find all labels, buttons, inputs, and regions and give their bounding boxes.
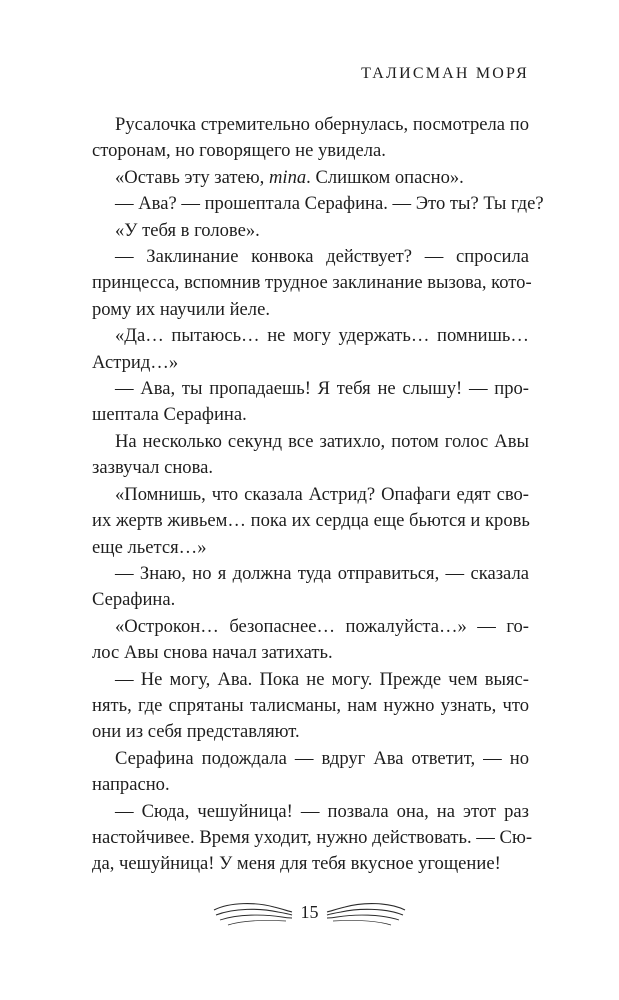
text-line: «У тебя в голове». xyxy=(115,219,260,241)
text-line: — Знаю, но я должна туда отправиться, — сказала xyxy=(115,562,529,584)
text-line: «Острокон… безопаснее… пожалуйста…» — го- xyxy=(115,615,529,637)
text-line: — Ава, ты пропадаешь! Я тебя не слышу! — про- xyxy=(115,378,529,400)
text-line: На несколько секунд все затихло, потом голос Авы xyxy=(115,430,529,452)
text-line: — Заклинание конвока действует? — спросила xyxy=(115,246,529,268)
text-line: Русалочка стремительно обернулась, посмотрела по xyxy=(115,114,529,135)
text-line: они из себя представляют. xyxy=(92,721,300,743)
text-line: принцесса, вспомнив трудное заклинание вызова, кото- xyxy=(92,272,532,294)
text-line: Серафина. xyxy=(92,589,176,611)
text-line: сторонам, но говорящего не увидела. xyxy=(92,140,386,162)
text-line: шептала Серафина. xyxy=(92,404,247,426)
text-line: настойчивее. Время уходит, нужно действовать. — Сю- xyxy=(92,826,533,848)
text-line: их жертв живьем… пока их сердца еще бьются и кровь xyxy=(92,510,530,532)
text-line: зазвучал снова. xyxy=(92,457,214,479)
page-footer xyxy=(0,900,619,930)
running-head: ТАЛИСМАН МОРЯ xyxy=(361,65,529,82)
italic-word: mina xyxy=(268,166,307,188)
text-line: — Не могу, Ава. Пока не могу. Прежде чем выяс- xyxy=(115,668,529,690)
body-text xyxy=(92,112,544,878)
page-number: 15 xyxy=(300,902,319,922)
text-line: лос Авы снова начал затихать. xyxy=(92,642,333,664)
text-line: да, чешуйница! У меня для тебя вкусное угощение! xyxy=(92,853,501,875)
text-line: Серафина подождала — вдруг Ава ответит, — но xyxy=(115,747,529,769)
text-line: напрасно. xyxy=(92,774,170,796)
text-line: «Помнишь, что сказала Астрид? Опафаги едят сво- xyxy=(115,483,529,505)
text-line: Астрид…» xyxy=(92,351,179,373)
text-line: «Оставь эту затею, mina. Слишком опасно». xyxy=(115,166,464,188)
text-line: рому их научили йеле. xyxy=(92,298,270,320)
text-line: — Сюда, чешуйница! — позвала она, на этот раз xyxy=(115,800,529,822)
text-line: нять, где спрятаны талисманы, нам нужно узнать, что xyxy=(92,694,529,716)
text-line: — Ава? — прошептала Серафина. — Это ты? Ты где? xyxy=(115,193,544,215)
right-flourish-ornament xyxy=(325,900,407,930)
text-line: еще льется…» xyxy=(92,536,207,558)
text-line: «Да… пытаюсь… не могу удержать… помнишь… xyxy=(115,325,529,347)
